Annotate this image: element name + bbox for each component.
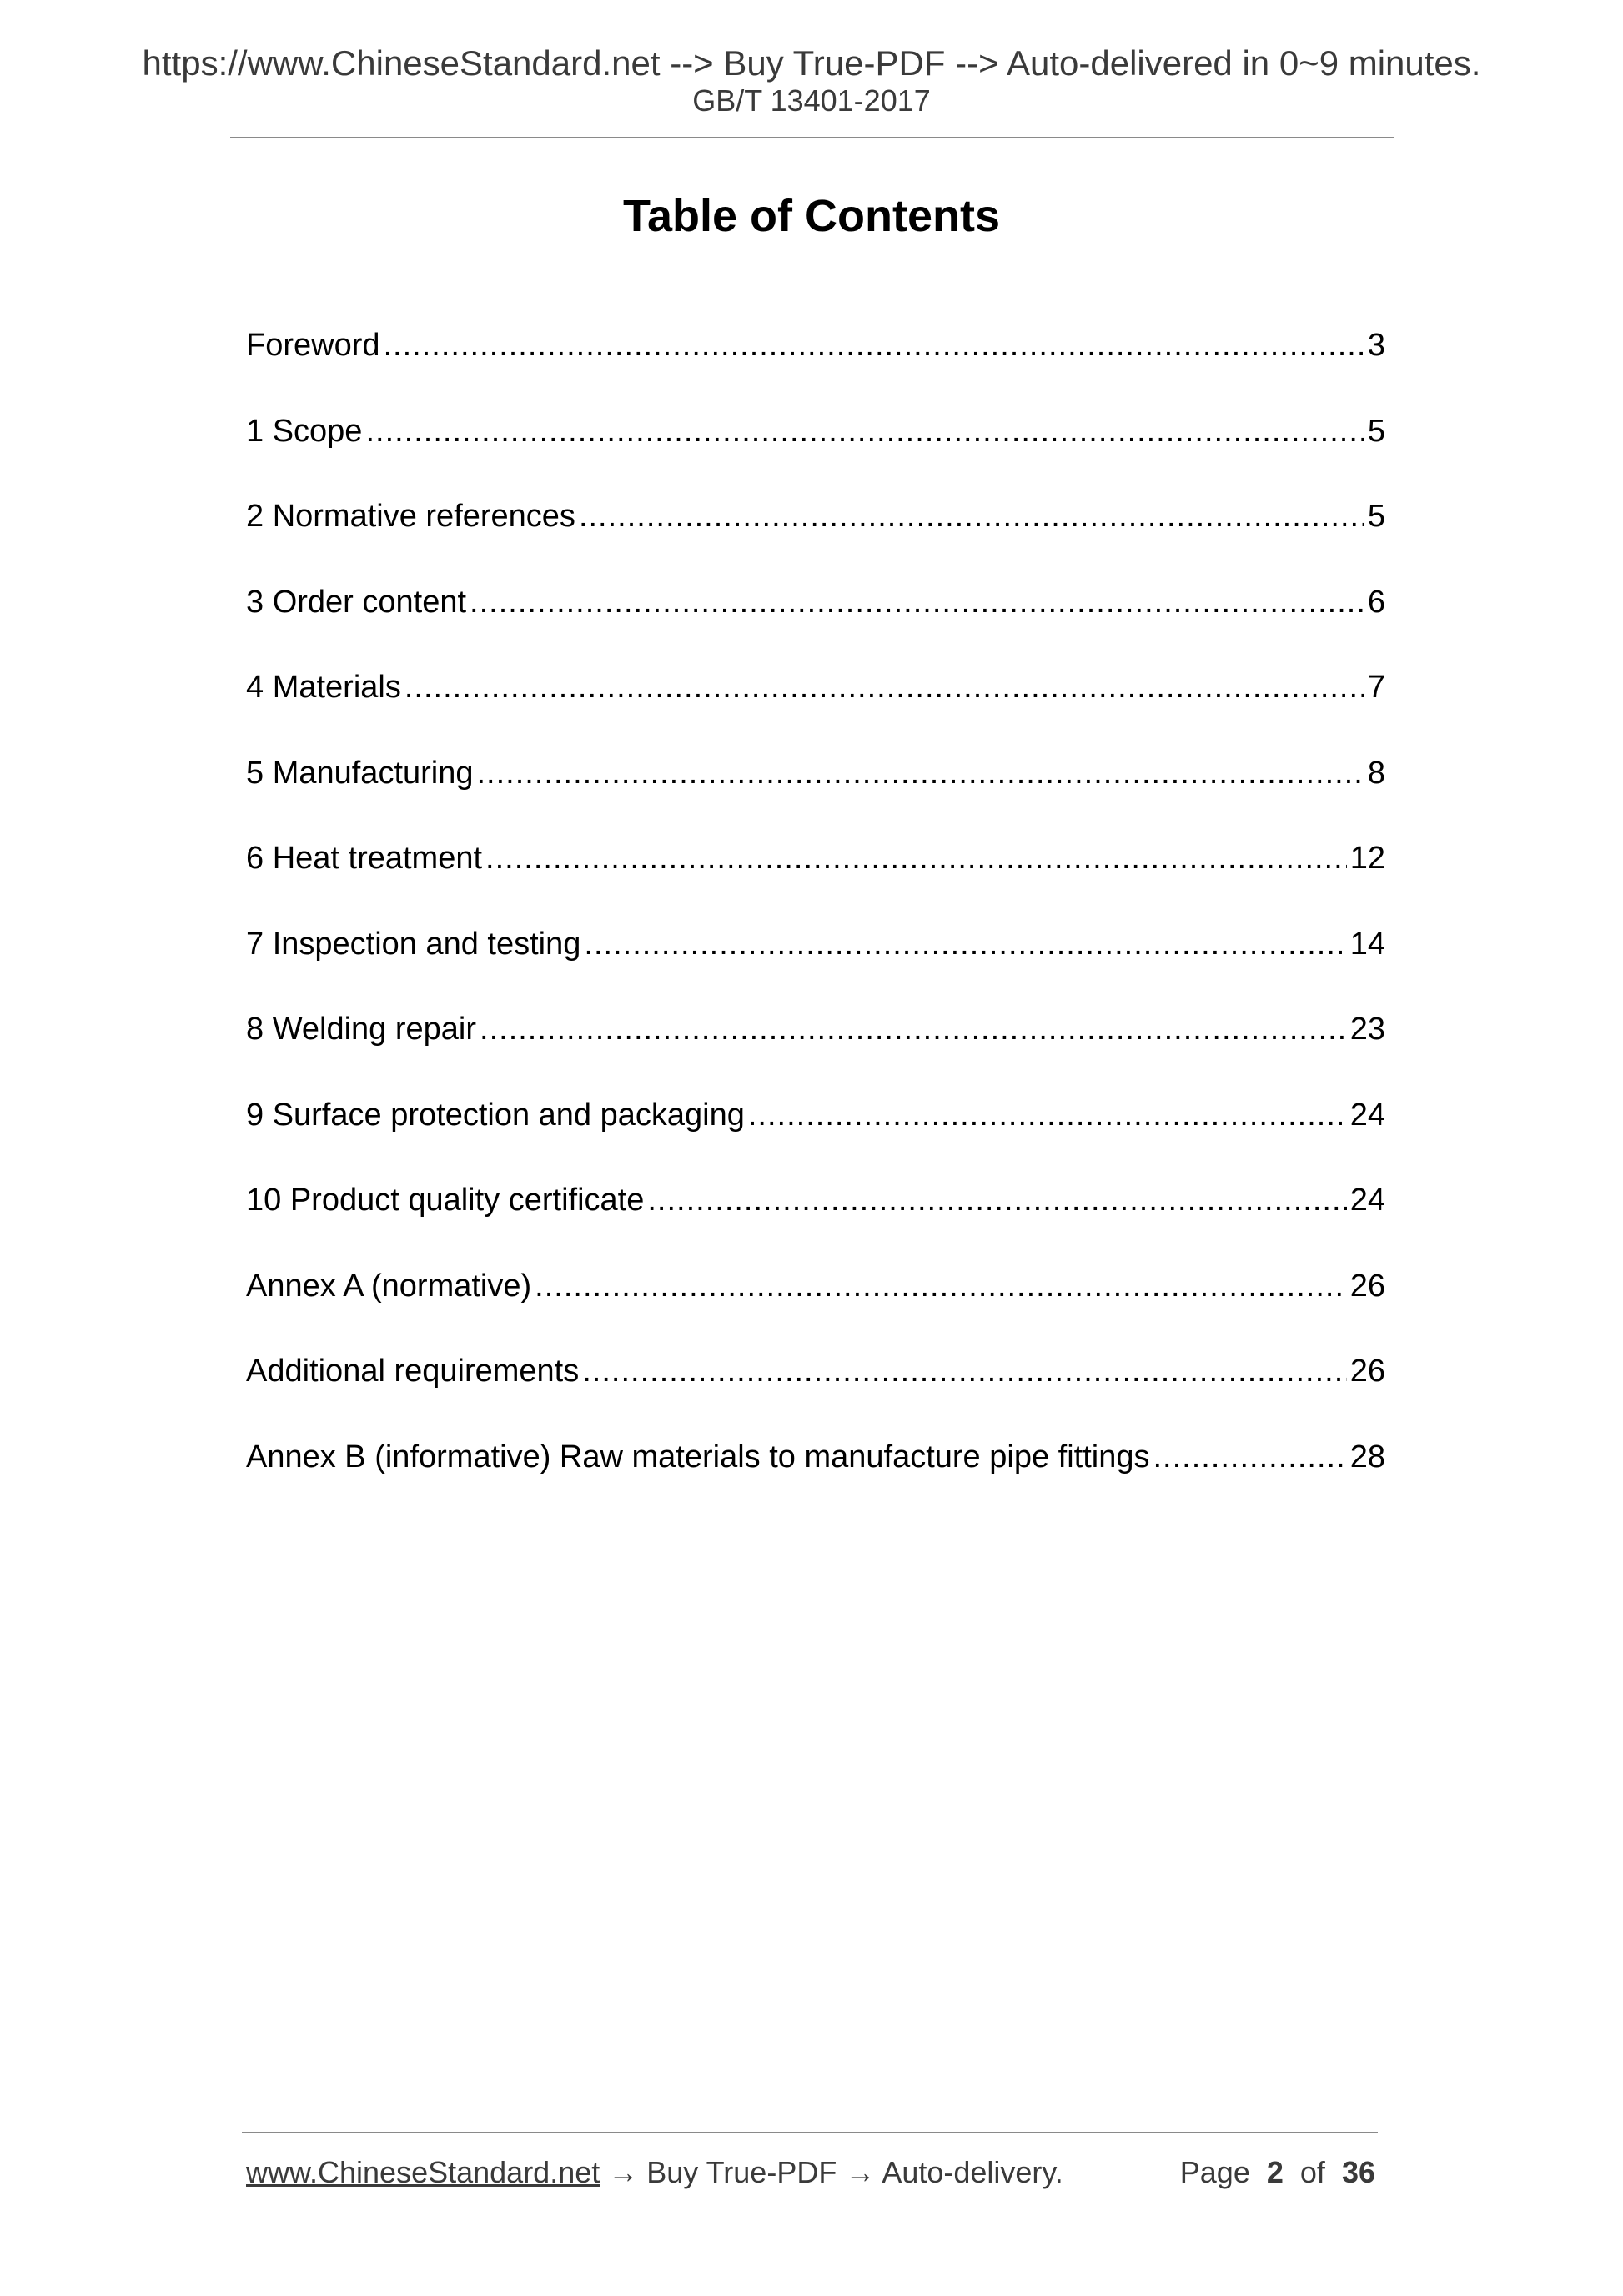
toc-dot-leader — [404, 667, 1364, 707]
toc-entry-label: 9 Surface protection and packaging — [246, 1097, 745, 1133]
toc-entry-foreword[interactable] — [246, 325, 1385, 411]
toc-entry-page: 6 — [1367, 584, 1385, 620]
total-pages: 36 — [1341, 2155, 1375, 2189]
toc-entry-page: 14 — [1349, 926, 1385, 962]
page-number — [1180, 2155, 1375, 2190]
toc-dot-leader — [480, 1009, 1347, 1049]
toc-entry-product-quality-certificate[interactable] — [246, 1180, 1385, 1266]
toc-entry-inspection-and-testing[interactable] — [246, 924, 1385, 1010]
toc-entry-surface-protection[interactable] — [246, 1095, 1385, 1181]
toc-title: Table of Contents — [623, 191, 1000, 241]
toc-entry-page: 24 — [1349, 1097, 1385, 1133]
current-page: 2 — [1266, 2155, 1284, 2189]
header-divider — [230, 137, 1394, 138]
toc-entry-label: Annex B (informative) Raw materials to manufacture pipe fittings — [246, 1439, 1150, 1475]
toc-entry-page: 5 — [1367, 499, 1385, 534]
footer-tagline: → Buy True-PDF → Auto-delivery. — [600, 2155, 1063, 2189]
toc-entry-annex-b[interactable] — [246, 1437, 1385, 1523]
toc-entry-materials[interactable] — [246, 667, 1385, 753]
toc-entry-label: 5 Manufacturing — [246, 755, 474, 791]
toc-entry-manufacturing[interactable] — [246, 753, 1385, 839]
toc-entry-label: 7 Inspection and testing — [246, 926, 581, 962]
toc-entry-label: 3 Order content — [246, 584, 467, 620]
toc-dot-leader — [485, 838, 1347, 878]
of-word: of — [1299, 2155, 1325, 2189]
toc-dot-leader — [384, 325, 1364, 365]
toc-entry-label: 4 Materials — [246, 670, 401, 705]
toc-entry-normative-references[interactable] — [246, 496, 1385, 582]
toc-entry-heat-treatment[interactable] — [246, 838, 1385, 924]
toc-entry-page: 5 — [1367, 413, 1385, 449]
toc-entry-additional-requirements[interactable] — [246, 1351, 1385, 1437]
toc-entry-label: 2 Normative references — [246, 499, 575, 534]
toc-entry-label: 8 Welding repair — [246, 1012, 477, 1047]
toc-dot-leader — [582, 1351, 1346, 1391]
toc-entry-page: 12 — [1349, 841, 1385, 876]
footer-website-link[interactable]: www.ChineseStandard.net — [246, 2155, 600, 2189]
page-word: Page — [1179, 2155, 1250, 2189]
toc-entry-page: 28 — [1349, 1439, 1385, 1475]
toc-dot-leader — [477, 753, 1364, 793]
toc-entry-page: 24 — [1349, 1183, 1385, 1218]
toc-dot-leader — [647, 1180, 1346, 1220]
toc-entry-annex-a[interactable] — [246, 1266, 1385, 1352]
toc-dot-leader — [579, 496, 1364, 536]
toc-dot-leader — [584, 924, 1346, 964]
toc-entry-label: 6 Heat treatment — [246, 841, 483, 876]
toc-entry-label: Additional requirements — [246, 1354, 580, 1389]
toc-entry-page: 8 — [1367, 755, 1385, 791]
toc-entry-order-content[interactable] — [246, 582, 1385, 668]
toc-entry-page: 7 — [1367, 670, 1385, 705]
toc-dot-leader — [470, 582, 1364, 622]
toc-list — [246, 325, 1385, 1522]
toc-entry-label: 10 Product quality certificate — [246, 1183, 645, 1218]
toc-entry-scope[interactable] — [246, 411, 1385, 497]
toc-dot-leader — [535, 1266, 1347, 1306]
toc-entry-page: 26 — [1349, 1268, 1385, 1304]
toc-entry-welding-repair[interactable] — [246, 1009, 1385, 1095]
footer-divider — [242, 2132, 1378, 2133]
header-banner: https://www.ChineseStandard.net --> Buy True-PDF --> Auto-delivered in 0~9 minutes. — [142, 43, 1481, 83]
toc-entry-label: 1 Scope — [246, 413, 363, 449]
toc-dot-leader — [748, 1095, 1347, 1135]
toc-dot-leader — [365, 411, 1364, 451]
toc-dot-leader — [1153, 1437, 1346, 1477]
toc-entry-label: Foreword — [246, 328, 380, 363]
toc-entry-page: 26 — [1349, 1354, 1385, 1389]
standard-code: GB/T 13401-2017 — [692, 83, 931, 118]
toc-entry-page: 3 — [1367, 328, 1385, 363]
toc-entry-page: 23 — [1349, 1012, 1385, 1047]
footer-left — [246, 2155, 1063, 2190]
toc-entry-label: Annex A (normative) — [246, 1268, 532, 1304]
